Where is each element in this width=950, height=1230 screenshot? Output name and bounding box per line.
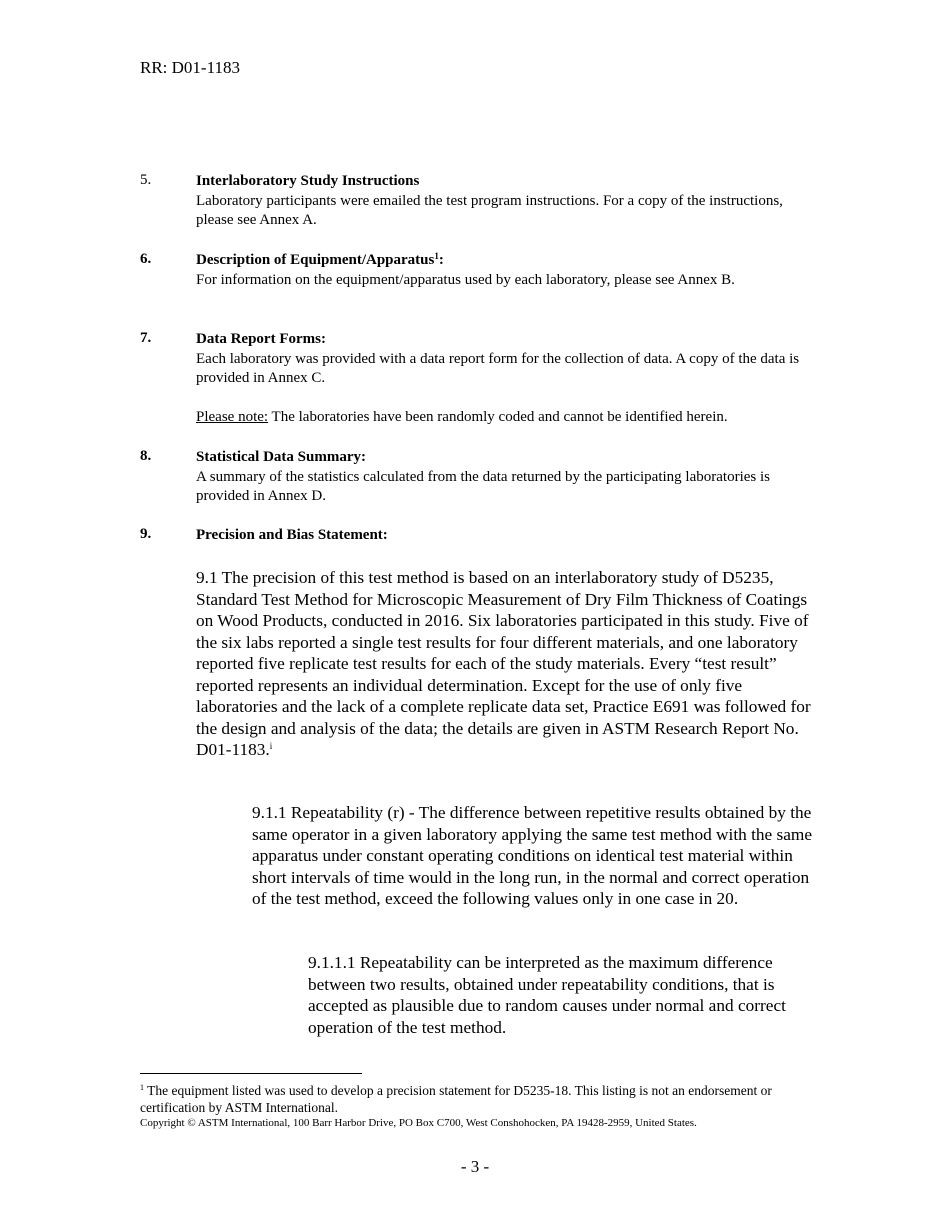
section-8-title: Statistical Data Summary:: [196, 449, 366, 465]
footnote-divider: [140, 1073, 362, 1074]
paragraph-9-1-1: 9.1.1 Repeatability (r) - The difference between repetitive results obtained by the same operator in a given laboratory applying the same test method with the same apparatus under constant operating conditions on identical test material within short intervals of time would in the long run, in the normal and correct operation of the test method, exceed the following values only in one case in 20.: [252, 803, 813, 908]
paragraph-9-1-1-1: 9.1.1.1 Repeatability can be interpreted as the maximum difference between two results, obtained under repeatability conditions, that is accepted as plausible due to random causes under normal and correct operation of the test method.: [308, 953, 786, 1037]
section-7-title: Data Report Forms:: [196, 331, 326, 347]
footnote-number: 1: [140, 1083, 144, 1092]
section-7-number: 7.: [140, 330, 152, 346]
footnote-marker: 1: [434, 251, 439, 261]
section-6-title-line: [196, 251, 820, 271]
section-6-title: Description of Equipment/Apparatus: [196, 252, 435, 268]
section-5-title: Interlaboratory Study Instructions: [196, 173, 420, 189]
footnote-text: The equipment listed was used to develop a precision statement for D5235-18. This listing is not an endorsement or certification by ASTM International.: [140, 1083, 772, 1115]
section-5: [140, 172, 820, 231]
section-9: [140, 526, 820, 546]
endnote-marker: i: [269, 741, 273, 751]
report-id-header: RR: D01-1183: [140, 58, 240, 77]
section-5-text: Laboratory participants were emailed the test program instructions. For a copy of the instructions, please see Annex A.: [196, 192, 783, 228]
section-6-text: For information on the equipment/apparatus used by each laboratory, please see Annex B.: [196, 271, 735, 288]
section-9-title: Precision and Bias Statement:: [196, 527, 388, 543]
page-number: - 3 -: [460, 1157, 490, 1176]
section-7-note: [196, 408, 820, 428]
note-label: Please note:: [196, 409, 269, 425]
section-8: [140, 448, 820, 507]
copyright-notice: Copyright © ASTM International, 100 Barr Harbor Drive, PO Box C700, West Conshohocken, PA 19428-2959, United States.: [140, 1117, 697, 1129]
section-8-number: 8.: [140, 448, 152, 464]
paragraph-9-1: [196, 567, 818, 761]
footnote: [140, 1082, 820, 1116]
section-8-text: A summary of the statistics calculated from the data returned by the participating laboratories is provided in Annex D.: [196, 468, 770, 504]
note-text: The laboratories have been randomly coded and cannot be identified herein.: [268, 409, 728, 425]
section-7: [140, 330, 820, 428]
section-6: [140, 251, 820, 290]
section-7-text: Each laboratory was provided with a data report form for the collection of data. A copy of the data is provided in Annex C.: [196, 350, 800, 386]
section-5-number: 5.: [140, 172, 152, 188]
section-9-number: 9.: [140, 526, 152, 542]
section-6-title-suffix: :: [438, 252, 444, 268]
section-6-number: 6.: [140, 251, 152, 267]
paragraph-9-1-text: 9.1 The precision of this test method is based on an interlaboratory study of D5235, Standard Test Method for Microscopic Measurement of Dry Film Thickness of Coatings on Wood Products, conducted in 2016. Six laboratories participated in this study. Five of the six labs reported a single test results for four different materials, and one laboratory reported five replicate test results for each of the study materials. Every “test result” reported represents an individual determination. Except for the use of only five laboratories and the lack of a complete replicate data set, Practice E691 was followed for the design and analysis of the data; the details are given in ASTM Research Report No. D01-1183.: [196, 568, 811, 759]
